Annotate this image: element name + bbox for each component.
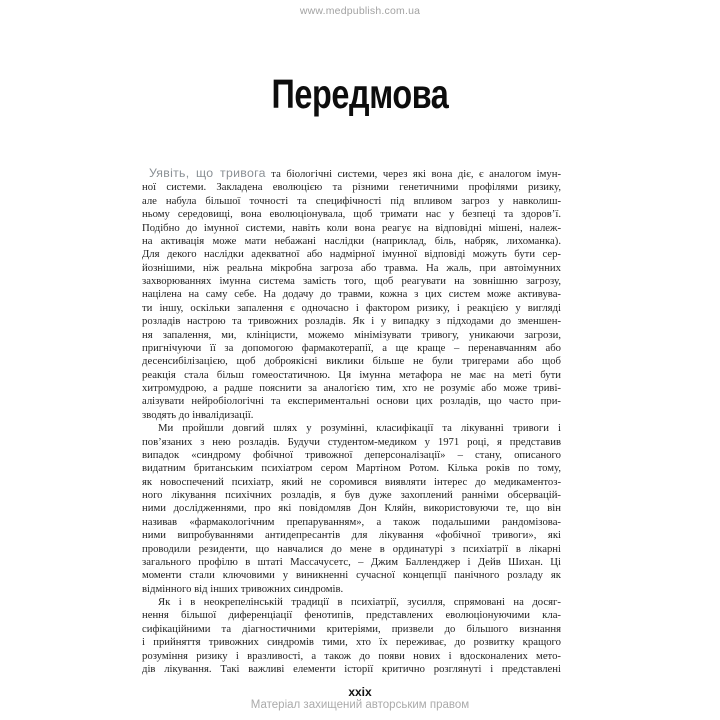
text-line: випадок «синдрому фобічної тривожної деперсоналізації» – стану, описаного [142,448,561,461]
copyright-notice: Матеріал захищений авторським правом [250,699,470,711]
text-line: ти іншу, оскільки запалення є одночасно і фактором ризику, і реакцією у вигляді [142,301,561,314]
text-line: моменти стали ключовими у виникненні сучасної концепції панічного розладу як [142,569,561,582]
text-line: як новоспечений психіатр, який не соромився виявляти інтерес до медикаментоз- [142,475,561,488]
text-line: ними випробуваннями антидепресантів для лікування «фобічної тривоги», які [142,529,561,542]
text-line: розуміння ризику і вразливості, а також до появи нових і вдосконалених мето- [142,649,561,662]
text-line: ного лікування психічних розладів, я був дуже захоплений ранніми обсервацій- [142,489,561,501]
text-line: і прийняття тривожних синдромів тими, хто їх переживає, до розвитку кращого [142,636,561,649]
publisher-url-text: www.medpublish.com.ua [299,5,421,17]
text-line: Подібно до імунної системи, навіть коли вона реагує на відповідні мішені, належ- [142,221,561,234]
text-line: ня запалення, ми, клініцисти, можемо мінімізувати тривогу, уникаючи загрози, [142,328,561,341]
lead-in-phrase: Уявіть, що тривога [149,166,266,180]
text-line: пов’язаних з нею розладів. Будучи студентом-медиком у 1971 році, я представив [142,435,561,448]
text-line: але набула більшої точності та специфічності під впливом загроз у навколиш- [142,194,561,207]
text-line: Для декого наслідки адекватної або надмірної імунної відповіді можуть бути сер- [142,248,561,261]
text-line: десенсибілізацією, щоб доброякісні виклики більше не були тригерами або щоб [142,355,561,368]
text-line: Уявіть, що тривога та біологічні системи, через які вона діє, є аналогом імун- [149,166,562,180]
text-line: ньому середовищі, вона еволюціонувала, щоб тримати нас у безпеці та здоров’ї. [142,208,561,221]
text-line: називав «фармакологічним препаруванням», а також подальшими рандомізова- [142,515,561,528]
text-line: зводять до інвалідизації. [142,408,254,421]
text-line: на активація може мати небажані наслідки (наприклад, біль, набряк, лихоманка). [142,234,561,247]
text-line: сифікаційними та діагностичними критеріями, призвели до більшого визнання [142,622,561,635]
body-column [142,167,561,676]
text-line: йознішими, ніж реальна мікробна загроза або травма. На жаль, при автоімунних [142,261,561,274]
text-line: Як і в неокрепелінській традиції в психіатрії, зусилля, спрямовані на досяг- [158,596,561,608]
page-number: xxix [348,685,372,699]
text-line: реакція стала більш гомеостатичною. Ця імунна метафора не має на меті бути [142,368,561,381]
text-line: Ми пройшли довгий шлях у розумінні, класифікації та лікуванні тривоги і [158,422,561,435]
text-line: відмінного від інших тривожних синдромів. [142,582,344,595]
text-line: захворюваннях імунна система замість того, щоб реагувати на зовнішню загрозу, [142,275,561,287]
text-line: нення більшої диференціації фенотипів, представлених еволюціонуючими кла- [142,609,561,622]
text-line: пригнічуючи її за допомогою фармакотерапії, а ще краще – перенавчанням або [142,341,561,354]
text-line: ними дослідженнями, про які повідомляв Дон Кляйн, використовуючи те, що він [142,502,561,515]
text-line: ної системи. Закладена еволюцією та різними генетичними профілями ризику, [142,181,561,194]
page-title [0,71,720,117]
text-line: загального профілю в штаті Массачусетс, – Джим Балленджер і Дейв Шихан. Ці [142,555,561,568]
text-line: видатним британським психіатром сером Мартіном Ротом. Кілька років по тому, [142,462,561,475]
text-line: алізувати нейробіологічні та експериментальні основи цих розладів, що часто при- [142,395,561,408]
page-title-text: Передмова [271,71,449,117]
text-line: хитромудрою, а радше пояснити за аналогією тим, хто не розуміє або може триві- [142,382,561,394]
text-line: дів лікування. Такі важливі елементи історії критично розглянуті і представлені [142,662,561,675]
text-line: розладів настрою та тривожних розладів. Як і у випадку з підходами до зменшен- [142,315,561,328]
text-line: проводили резиденти, що навчалися до мене в ординатурі з психіатрії в лікарні [142,542,561,555]
text-line: націлена на саму себе. На додачу до травми, кожна з цих систем може активува- [142,288,561,301]
